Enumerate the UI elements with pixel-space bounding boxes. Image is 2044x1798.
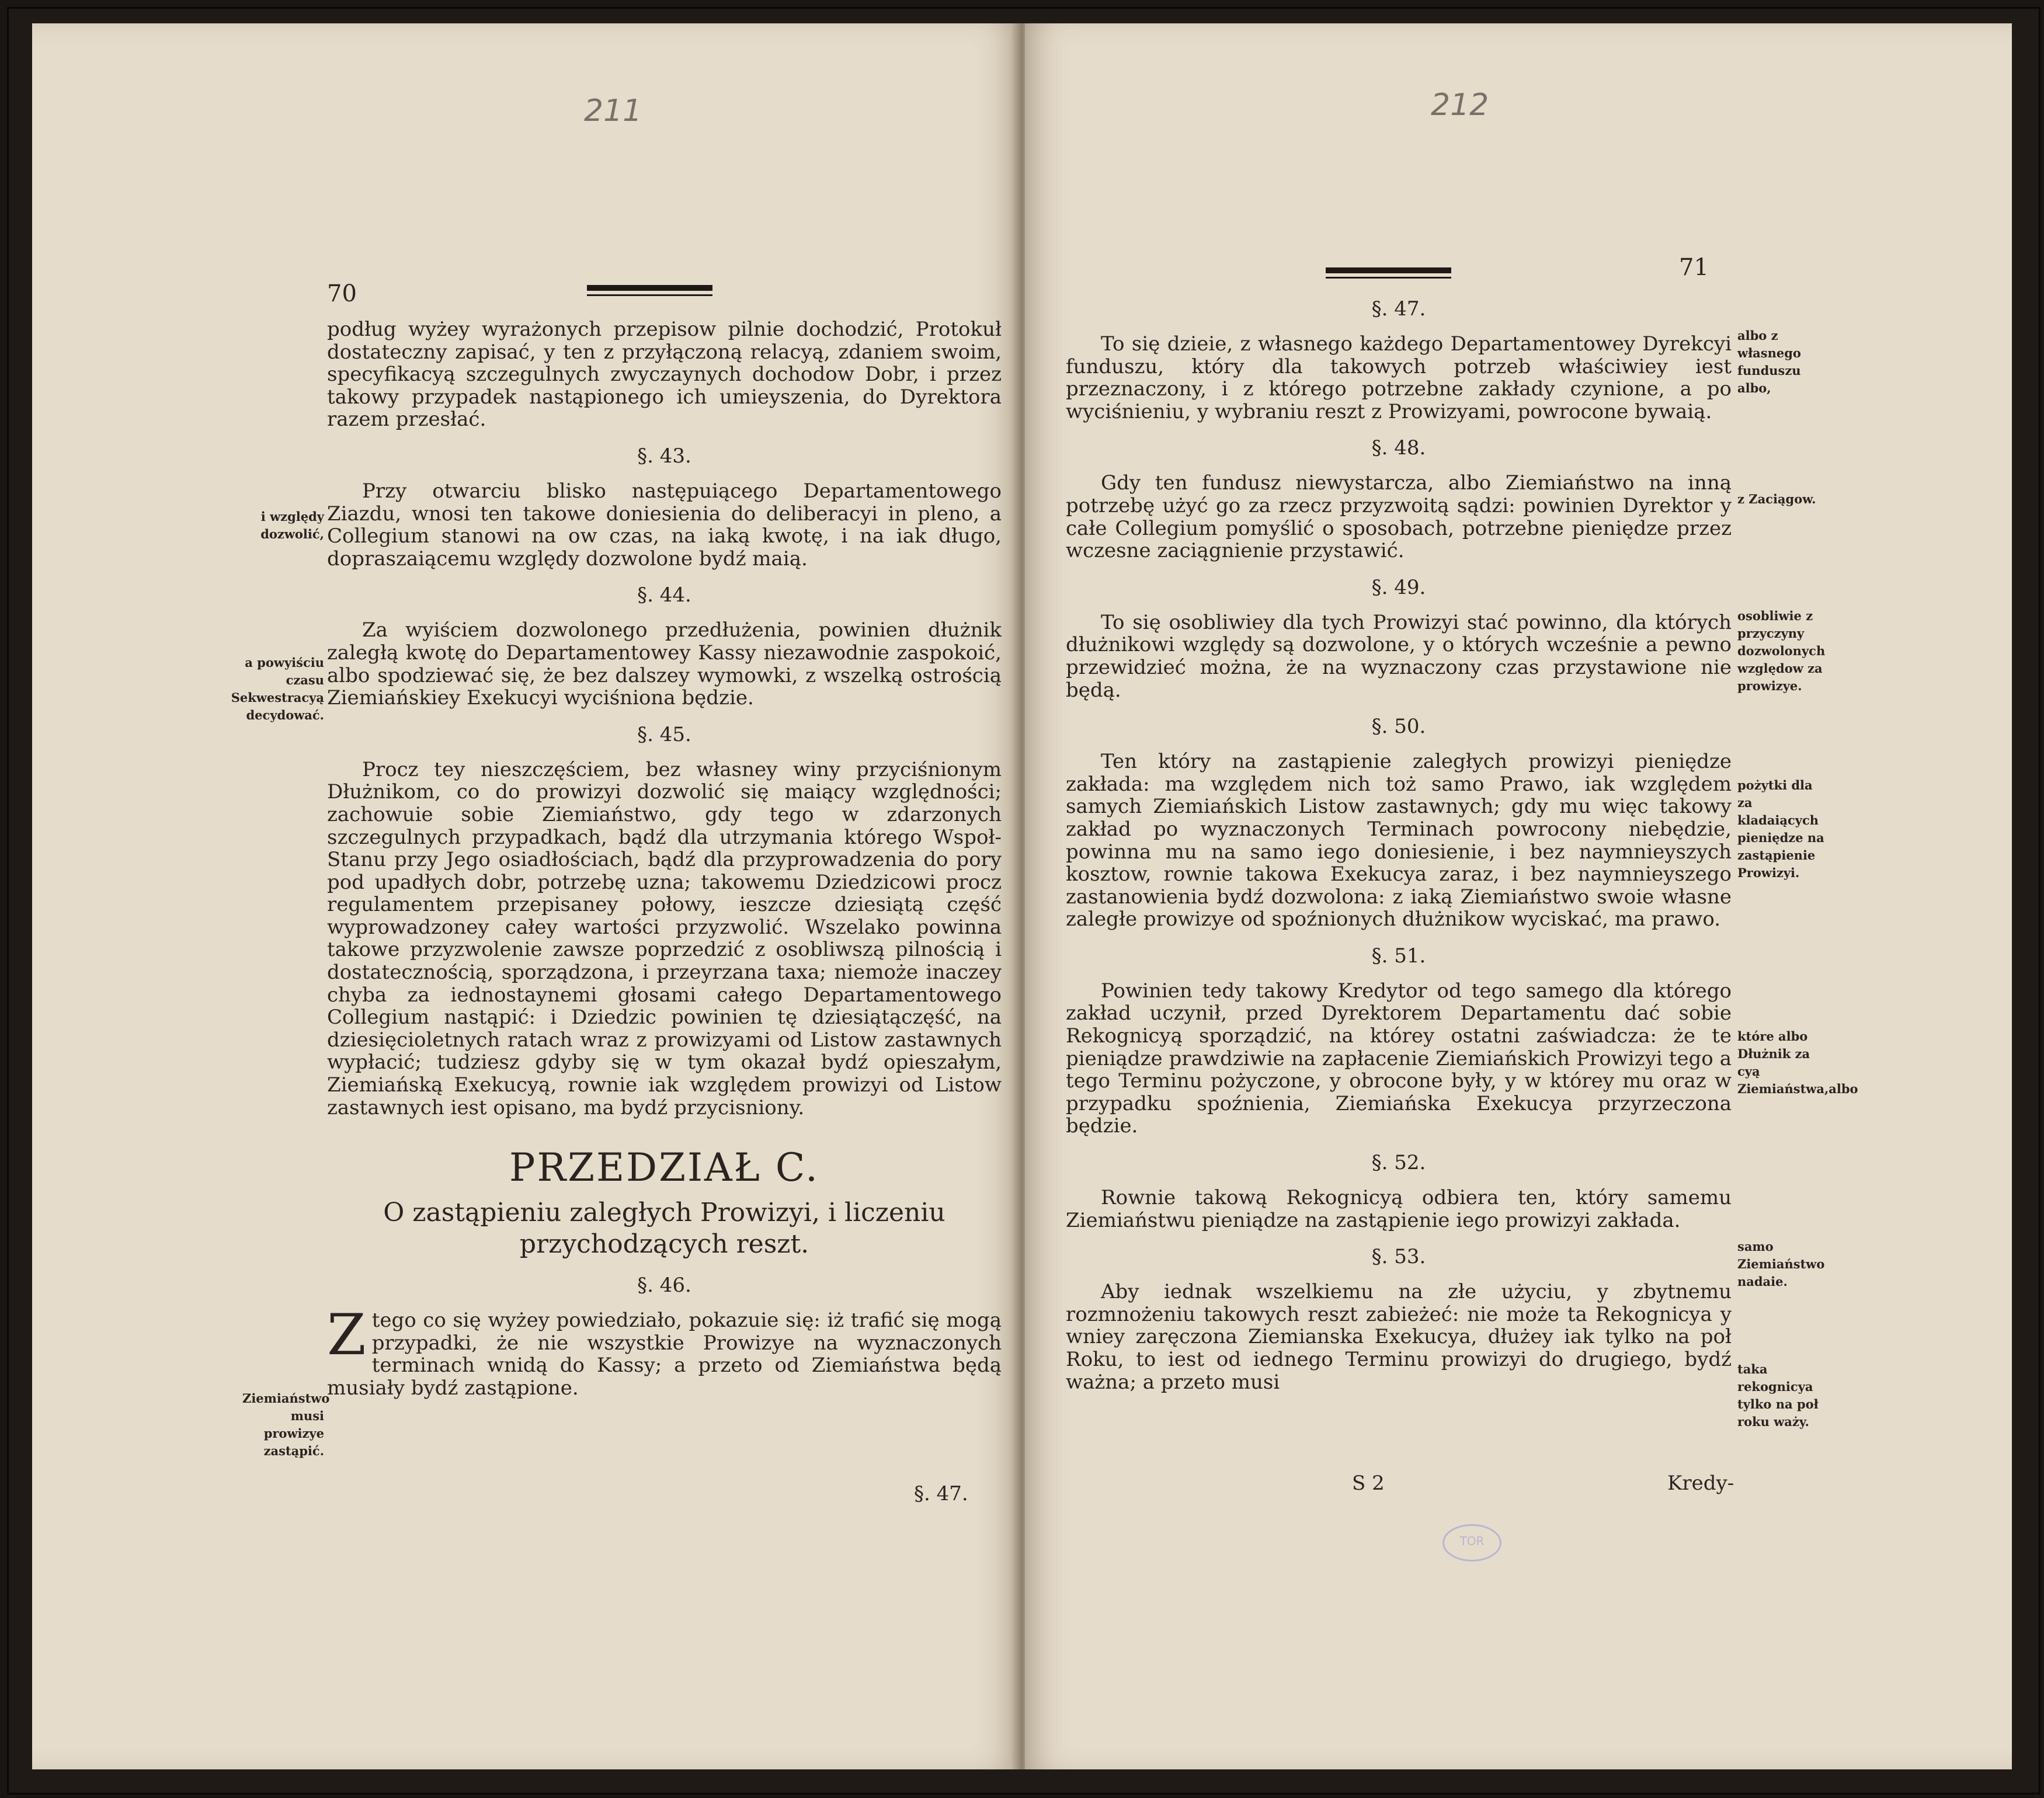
section-heading: §. 50. bbox=[1371, 715, 1426, 739]
right-text-column bbox=[1066, 298, 1732, 1398]
chapter-title: PRZEDZIAŁ C. bbox=[509, 1145, 819, 1191]
paragraph: Procz tey nieszczęściem, bez własney winy przyciśnionym Dłużnikom, co do prowizyi dozwolić się maiący względności; zachowuie sobie Ziemiaństwo, gdy tego w zdarzonych szczegulnych przypadkach, bądź dla utrzymania którego Wspoł-Stanu przy Jego osiadłościach, bądź dla przyprowadzenia do pory pod upadłych dobr, potrzebę uzna; takowemu Dziedzicowi procz regulamentem przepisaney połowy, ieszcze dziesiątą część wyprowadzoney całey wartości przyzwolić. Wszelako powinna takowe przyzwolenie zawsze poprzedzić z osobliwszą pilnością i dostatecznością, sporządzona, i przeyrzana taxa; niemoże inaczey chyba za iednostaynemi głosami całego Departamentowego Collegium nastąpić: i Dziedzic powinien tę dziesiątączęść, na dziesięcioletnych ratach wraz z prowizyami od Listow zastawnych wypłacić; tudziesz gdyby się w tym okazał bydź opieszałym, Ziemiańską Exekucyą, rownie iak względem prowizyi od Listow zastawnych iest opisano, ma bydź przycisniony. bbox=[327, 757, 1002, 1119]
chapter-subtitle: O zastąpieniu zaległych Prowizyi, i liczeniu przychodzących reszt. bbox=[383, 1198, 945, 1260]
margin-note: albo z własnego funduszu albo, bbox=[1737, 328, 1801, 395]
margin-note: z Zaciągow. bbox=[1737, 492, 1816, 506]
section-heading: §. 48. bbox=[1371, 436, 1426, 460]
paragraph: podług wyżey wyrażonych przepisow pilnie dochodzić, Protokuł dostateczny zapisać, y ten z przyłączoną relacyą, zdaniem swoim, specyfikacyą szczegulnych zwyczaynych dochodow Dobr, i przez takowy przypadek nastąpionego ich umieyszenia, do Dyrektora razem przesłać. bbox=[327, 318, 1002, 432]
catchword: §. 47. bbox=[914, 1482, 968, 1505]
paragraph: Gdy ten fundusz niewystarcza, albo Ziemiaństwo na inną potrzebę użyć go za rzecz przyzwoitą sądzi: powinien Dyrektor y całe Collegium pomyślić o sposobach, potrzebne pieniędze przez wczesne zaciągnienie przystawić. bbox=[1066, 471, 1732, 563]
paragraph: Rownie takową Rekognicyą odbiera ten, który samemu Ziemiaństwu pieniądze na zastąpienie iego prowizyi zakłada. bbox=[1066, 1186, 1732, 1232]
section-heading: §. 51. bbox=[1371, 944, 1426, 968]
paragraph: Przy otwarciu blisko następuiącego Departamentowego Ziazdu, wnosi ten takowe doniesienia do deliberacyi in pleno, a Collegium stanowi na ow czas, na iaką kwotę, i na iak długo, dopraszaiącemu względy dozwolone bydź maią. bbox=[327, 479, 1002, 571]
catchword: Kredy- bbox=[1667, 1472, 1734, 1495]
section-heading: §. 46. bbox=[637, 1274, 691, 1298]
right-page bbox=[1025, 23, 2012, 1769]
right-header-rule bbox=[1326, 267, 1451, 273]
margin-note: samo Ziemiaństwo nadaie. bbox=[1737, 1239, 1825, 1289]
margin-note: które albo Dłużnik za cyą Ziemiaństwa,albo bbox=[1737, 1029, 1858, 1096]
section-heading: §. 49. bbox=[1371, 575, 1426, 599]
left-pencil-folio: 211 bbox=[584, 93, 642, 128]
left-text-column bbox=[327, 318, 1002, 1404]
margin-note: i względy dozwolić, bbox=[260, 509, 324, 541]
paragraph: Powinien tedy takowy Kredytor od tego samego dla którego zakład uczynił, przed Dyrektorem Departamentu dać sobie Rekognicyą sporządzić, na którey ostatni zaświadcza: że te pieniądze prawdziwie na zapłacenie Ziemiańskich Prowizyi tego a tego Terminu pożyczone, y obrocone były, y w którey mu oraz w przypadku spoźnienia, Ziemiańska Exekucya przyrzeczona będzie. bbox=[1066, 979, 1732, 1138]
paragraph: Aby iednak wszelkiemu na złe użyciu, y zbytnemu rozmnożeniu takowych reszt zabieżeć: nie może ta Rekognicya y wniey zaręczona Ziemianska Exekucya, dłużey iak tylko na poł Roku, to iest od iednego Terminu prowizyi do drugiego, bydź ważna; a przeto musi bbox=[1066, 1280, 1732, 1394]
paragraph-text: tego co się wyżey powiedziało, pokazuie się: iż trafić się mogą przypadki, że nie wszystkie Prowizye na wyznaczonych terminach wnidą do Kassy; a przeto od Ziemiaństwa będą musiały bydź zastąpione. bbox=[327, 1309, 1002, 1400]
paragraph: To się osobliwiey dla tych Prowizyi stać powinno, dla których dłużnikowi względy są dozwolone, y o których wcześnie a pewno przewidzieć można, że na wyznaczony czas przystawione nie będą. bbox=[1066, 610, 1732, 702]
left-page-number: 70 bbox=[327, 280, 357, 307]
signature-mark: S 2 bbox=[1352, 1472, 1385, 1495]
paragraph: Ten który na zastąpienie zaległych prowizyi pieniędze zakłada: ma względem nich toż samo Prawo, iak względem samych Ziemiańskich Listow zastawnych; gdy mu więc takowy zakład po wyznaczonych Terminach powrocony niebędzie, powinna mu na samo iego doniesienie, i bez naymnieyszych kosztow, rownie takowa Exekucya zaraz, i bez naymnieyszego zastanowienia bydź dozwolona: z iaką Ziemiaństwo swoie własne zaległe prowizye od spoźnionych dłużnikow wyciskać, ma prawo. bbox=[1066, 750, 1732, 931]
drop-cap: Z bbox=[327, 1302, 366, 1368]
left-page bbox=[32, 23, 1019, 1769]
section-heading: §. 43. bbox=[637, 444, 691, 468]
section-heading: §. 52. bbox=[1371, 1151, 1426, 1175]
section-heading: §. 44. bbox=[637, 583, 691, 607]
margin-note: taka rekognicya tylko na poł roku waży. bbox=[1737, 1362, 1819, 1429]
paragraph: Za wyiściem dozwolonego przedłużenia, powinien dłużnik zaległą kwotę do Departamentowey Kassy niezawodnie zaspokoić, albo spodziewać się, że bez dalszey wymowki, z wszelką ostrością Ziemiańskiey Exekucyi wyciśniona będzie. bbox=[327, 618, 1002, 710]
section-heading: §. 47. bbox=[1371, 297, 1426, 321]
margin-note: osobliwie z przyczyny dozwolonych względow za prowizye. bbox=[1737, 608, 1826, 693]
left-header-rule bbox=[587, 285, 712, 291]
paragraph: To się dzieie, z własnego każdego Departamentowey Dyrekcyi funduszu, który dla takowych potrzeb właściwiey iest przeznaczony, i z którego potrzebne zakłady czynione, a po wyciśnieniu, y wybraniu reszt z Prowizyami, powrocone bywaią. bbox=[1066, 332, 1732, 423]
margin-note: Ziemiaństwo musi prowizye zastąpić. bbox=[242, 1391, 330, 1458]
margin-note: a powyiściu czasu Sekwestracyą decydować. bbox=[231, 655, 324, 722]
paragraph bbox=[327, 1302, 1002, 1400]
right-page-number: 71 bbox=[1679, 254, 1709, 281]
section-heading: §. 53. bbox=[1371, 1245, 1426, 1269]
margin-note: pożytki dla za kladaiących pieniędze na zastąpienie Prowizyi. bbox=[1737, 778, 1824, 880]
library-stamp bbox=[1442, 1524, 1501, 1561]
section-heading: §. 45. bbox=[637, 722, 691, 746]
stamp-text: TOR bbox=[1459, 1534, 1485, 1548]
right-pencil-folio: 212 bbox=[1431, 88, 1489, 123]
